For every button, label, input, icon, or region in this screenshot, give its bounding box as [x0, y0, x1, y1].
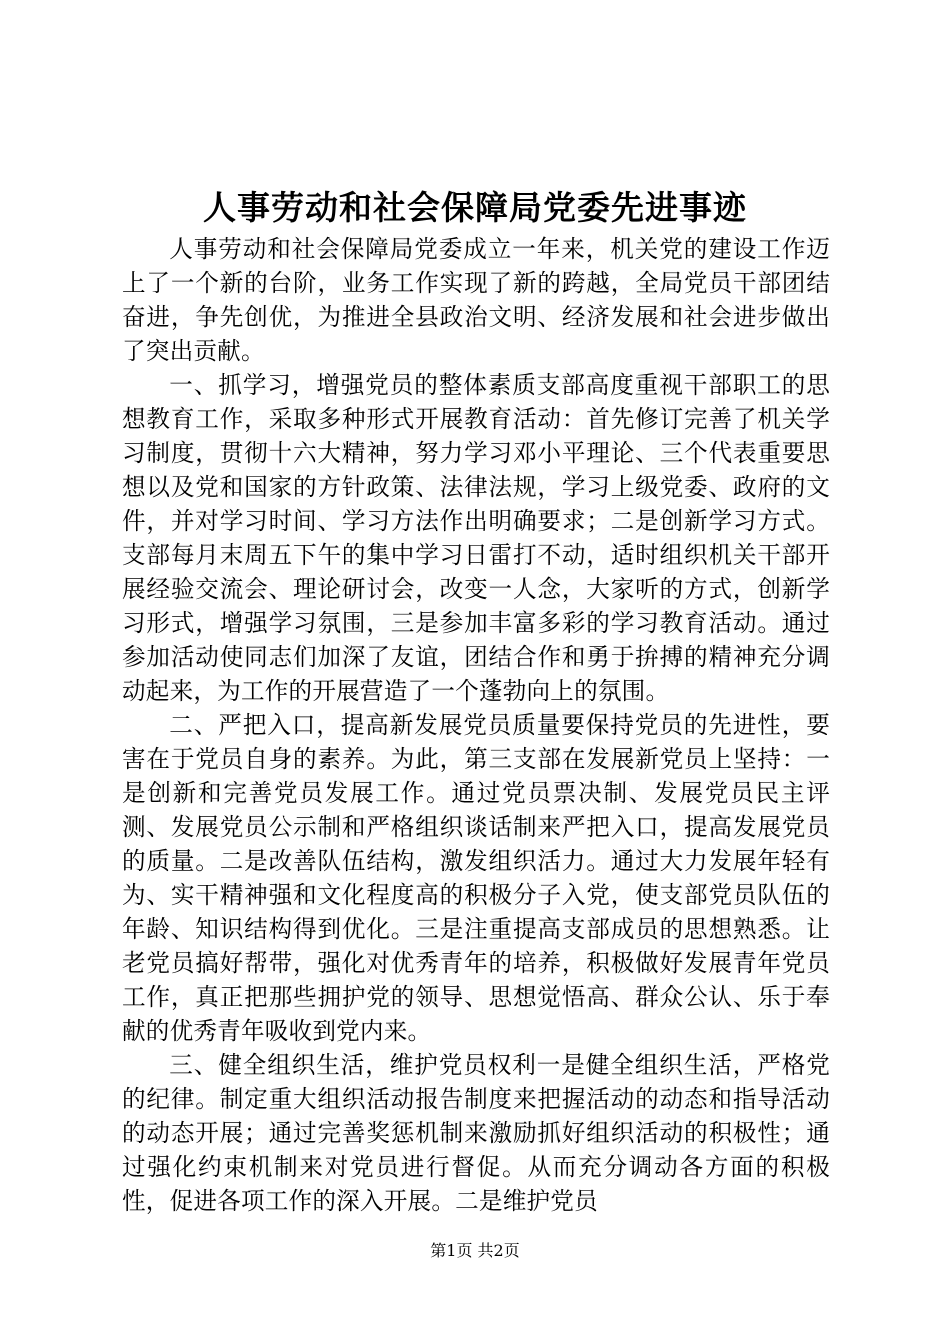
- document-title: 人事劳动和社会保障局党委先进事迹: [203, 188, 747, 227]
- paragraph-section-2: 二、严把入口，提高新发展党员质量要保持党员的先进性，要害在于党员自身的素养。为此，第三支部在发展新党员上坚持：一是创新和完善党员发展工作。通过党员票决制、发展党员民主评测、发展党员公示制和严格组织谈话制来严把入口，提高发展党员的质量。二是改善队伍结构，激发组织活力。通过大力发展年轻有为、实干精神强和文化程度高的积极分子入党，使支部党员队伍的年龄、知识结构得到优化。三是注重提高支部成员的思想熟悉。让老党员搞好帮带，强化对优秀青年的培养，积极做好发展青年党员工作，真正把那些拥护党的领导、思想觉悟高、群众公认、乐于奉献的优秀青年吸收到党内来。: [122, 711, 830, 1045]
- paragraph-intro: 人事劳动和社会保障局党委成立一年来，机关党的建设工作迈上了一个新的台阶，业务工作实现了新的跨越，全局党员干部团结奋进，争先创优，为推进全县政治文明、经济发展和社会进步做出了突出贡献。: [122, 235, 830, 365]
- document-body: [122, 232, 830, 1218]
- page-number-footer: 第1页 共2页: [430, 1241, 520, 1260]
- paragraph-section-3: 三、健全组织生活，维护党员权利一是健全组织生活，严格党的纪律。制定重大组织活动报告制度来把握活动的动态和指导活动的动态开展；通过完善奖惩机制来激励抓好组织活动的积极性；通过强化约束机制来对党员进行督促。从而充分调动各方面的积极性，促进各项工作的深入开展。二是维护党员: [122, 1051, 830, 1215]
- paragraph-section-1: 一、抓学习，增强党员的整体素质支部高度重视干部职工的思想教育工作，采取多种形式开展教育活动：首先修订完善了机关学习制度，贯彻十六大精神，努力学习邓小平理论、三个代表重要思想以及党和国家的方针政策、法律法规，学习上级党委、政府的文件，并对学习时间、学习方法作出明确要求；二是创新学习方式。支部每月末周五下午的集中学习日雷打不动，适时组织机关干部开展经验交流会、理论研讨会，改变一人念，大家听的方式，创新学习形式，增强学习氛围，三是参加丰富多彩的学习教育活动。通过参加活动使同志们加深了友谊，团结合作和勇于拚搏的精神充分调动起来，为工作的开展营造了一个蓬勃向上的氛围。: [122, 371, 830, 705]
